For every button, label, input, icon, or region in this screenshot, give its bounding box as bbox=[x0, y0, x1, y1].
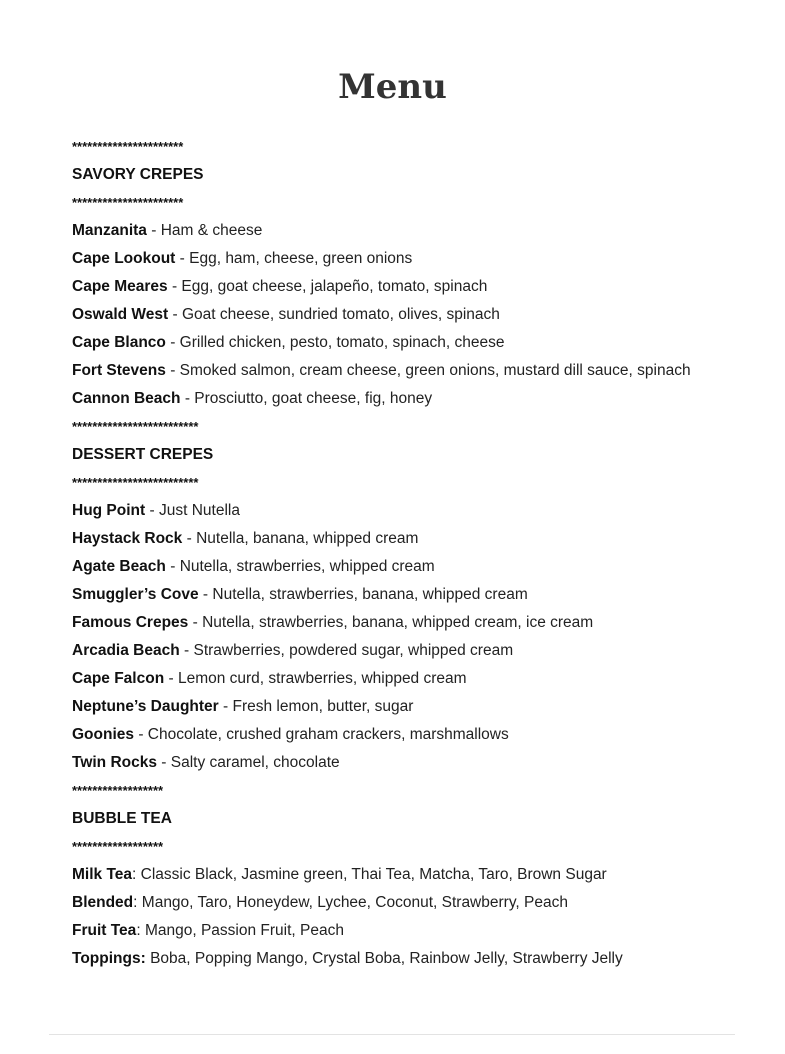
menu-item bbox=[72, 497, 752, 525]
menu-item bbox=[72, 581, 752, 609]
menu-list bbox=[72, 133, 752, 973]
menu-item-description: Boba, Popping Mango, Crystal Boba, Rainbow Jelly, Strawberry Jelly bbox=[150, 950, 623, 967]
menu-item bbox=[72, 217, 752, 245]
section-heading-bubble-tea: BUBBLE TEA bbox=[72, 810, 172, 827]
menu-item-name: Cape Blanco bbox=[72, 334, 166, 351]
menu-item-description: Nutella, banana, whipped cream bbox=[196, 530, 419, 547]
section-heading-savory-crepes: SAVORY CREPES bbox=[72, 166, 204, 183]
menu-item-separator: - bbox=[188, 614, 203, 631]
menu-item-name: Smuggler’s Cove bbox=[72, 586, 199, 603]
page-title: Menu bbox=[338, 67, 447, 107]
menu-item-name: Hug Point bbox=[72, 502, 146, 519]
menu-item-name: Oswald West bbox=[72, 306, 169, 323]
menu-item bbox=[72, 665, 752, 693]
menu-item-separator: - bbox=[182, 530, 197, 547]
menu-item-description: Egg, ham, cheese, green onions bbox=[189, 250, 413, 267]
menu-item-name: Neptune’s Daughter bbox=[72, 698, 219, 715]
menu-item-description: Mango, Taro, Honeydew, Lychee, Coconut, Strawberry, Peach bbox=[141, 894, 568, 911]
menu-item bbox=[72, 917, 752, 945]
menu-item-description: Ham & cheese bbox=[160, 222, 263, 239]
menu-item bbox=[72, 301, 752, 329]
menu-item-separator: : bbox=[133, 894, 142, 911]
menu-item-description: Nutella, strawberries, whipped cream bbox=[179, 558, 435, 575]
menu-item-separator: : bbox=[136, 922, 145, 939]
menu-item-separator: - bbox=[165, 558, 180, 575]
menu-item-description: Nutella, strawberries, banana, whipped cream, ice cream bbox=[202, 614, 594, 631]
menu-item-description: Smoked salmon, cream cheese, green onions, mustard dill sauce, spinach bbox=[179, 362, 691, 379]
menu-item-name: Toppings: bbox=[72, 950, 146, 967]
menu-item-description: Prosciutto, goat cheese, fig, honey bbox=[194, 390, 433, 407]
menu-item bbox=[72, 637, 752, 665]
menu-item-separator: - bbox=[167, 278, 182, 295]
menu-item-name: Cape Lookout bbox=[72, 250, 176, 267]
menu-item bbox=[72, 273, 752, 301]
menu-item-separator: - bbox=[156, 754, 171, 771]
menu-item-name: Goonies bbox=[72, 726, 135, 743]
menu-item-name: Arcadia Beach bbox=[72, 642, 180, 659]
menu-item-separator: - bbox=[198, 586, 213, 603]
menu-item-description: Just Nutella bbox=[158, 502, 240, 519]
menu-item-separator: - bbox=[180, 390, 195, 407]
menu-item-separator: - bbox=[145, 502, 159, 519]
menu-item-separator: - bbox=[218, 698, 233, 715]
menu-item bbox=[72, 721, 752, 749]
section-divider-top: ****************** bbox=[72, 783, 164, 798]
menu-item-description: Fresh lemon, butter, sugar bbox=[232, 698, 414, 715]
menu-item bbox=[72, 609, 752, 637]
menu-item-name: Cannon Beach bbox=[72, 390, 181, 407]
menu-item-name: Cape Meares bbox=[72, 278, 168, 295]
menu-item bbox=[72, 693, 752, 721]
menu-item-description: Classic Black, Jasmine green, Thai Tea, Matcha, Taro, Brown Sugar bbox=[140, 866, 607, 883]
menu-item-description: Salty caramel, chocolate bbox=[170, 754, 340, 771]
menu-item-description: Egg, goat cheese, jalapeño, tomato, spinach bbox=[181, 278, 488, 295]
menu-item-description: Strawberries, powdered sugar, whipped cream bbox=[193, 642, 514, 659]
menu-item bbox=[72, 861, 752, 889]
menu-item-description: Chocolate, crushed graham crackers, marshmallows bbox=[147, 726, 509, 743]
menu-item-name: Fruit Tea bbox=[72, 922, 137, 939]
menu-item bbox=[72, 749, 752, 777]
menu-item-description: Goat cheese, sundried tomato, olives, spinach bbox=[181, 306, 500, 323]
menu-item bbox=[72, 357, 752, 385]
menu-item-separator: - bbox=[175, 250, 190, 267]
menu-item-description: Nutella, strawberries, banana, whipped cream bbox=[212, 586, 528, 603]
menu-item-separator: - bbox=[146, 222, 161, 239]
section-divider-bottom: ************************* bbox=[72, 475, 199, 490]
menu-item-separator: - bbox=[165, 334, 180, 351]
section-divider-top: ************************* bbox=[72, 419, 199, 434]
menu-item bbox=[72, 525, 752, 553]
menu-item bbox=[72, 385, 752, 413]
menu-item-name: Fort Stevens bbox=[72, 362, 166, 379]
menu-item-name: Manzanita bbox=[72, 222, 147, 239]
menu-item bbox=[72, 329, 752, 357]
menu-item-description: Grilled chicken, pesto, tomato, spinach, cheese bbox=[179, 334, 505, 351]
footer-divider bbox=[49, 1034, 735, 1035]
menu-item bbox=[72, 889, 752, 917]
menu-item-separator: - bbox=[168, 306, 182, 323]
menu-item-name: Haystack Rock bbox=[72, 530, 183, 547]
menu-item-name: Milk Tea bbox=[72, 866, 133, 883]
menu-item-separator: - bbox=[165, 362, 180, 379]
menu-item bbox=[72, 245, 752, 273]
menu-item-name: Blended bbox=[72, 894, 134, 911]
menu-item-separator: : bbox=[132, 866, 141, 883]
section-heading-dessert-crepes: DESSERT CREPES bbox=[72, 446, 214, 463]
section-divider-bottom: ********************** bbox=[72, 195, 184, 210]
section-divider-bottom: ****************** bbox=[72, 839, 164, 854]
menu-item-separator: - bbox=[164, 670, 178, 687]
menu-item-name: Famous Crepes bbox=[72, 614, 189, 631]
menu-item-name: Cape Falcon bbox=[72, 670, 165, 687]
menu-item bbox=[72, 553, 752, 581]
menu-item-name: Twin Rocks bbox=[72, 754, 157, 771]
menu-item-description: Lemon curd, strawberries, whipped cream bbox=[177, 670, 467, 687]
menu-item-description: Mango, Passion Fruit, Peach bbox=[144, 922, 344, 939]
menu-item bbox=[72, 945, 752, 973]
menu-item-separator: - bbox=[179, 642, 194, 659]
menu-item-separator: - bbox=[134, 726, 148, 743]
section-divider-top: ********************** bbox=[72, 139, 184, 154]
menu-item-name: Agate Beach bbox=[72, 558, 166, 575]
